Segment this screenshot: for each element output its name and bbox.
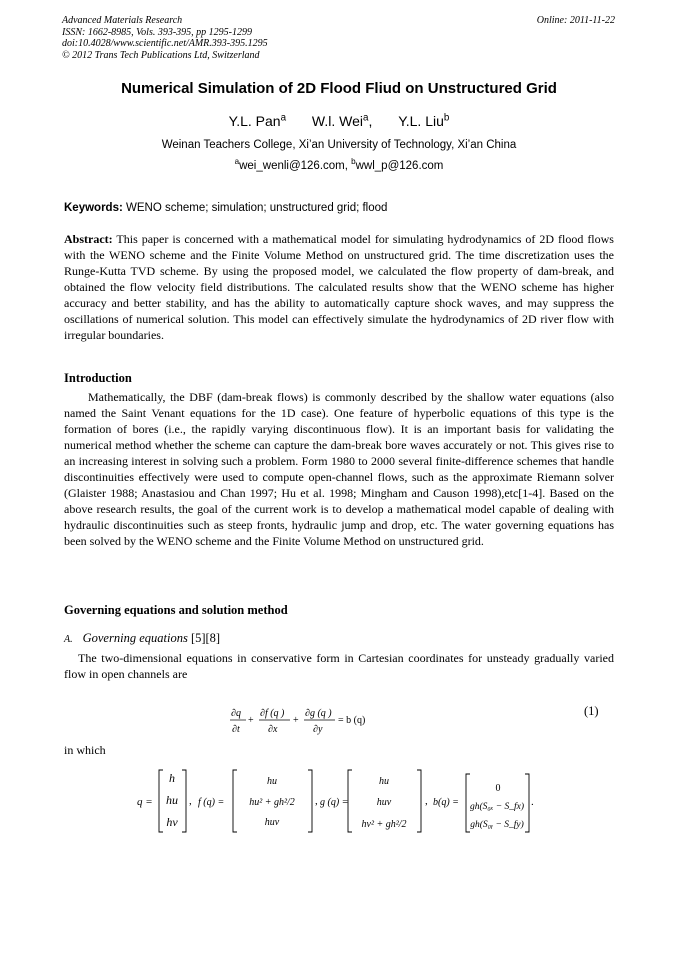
f-entry: hu (267, 776, 277, 787)
author: Y.L. Pan$^a$ (228, 112, 287, 129)
plus-sign: + (293, 715, 299, 726)
f-entry: huv (264, 817, 280, 828)
author-emails: $^a$wei_wenli@126.com, $^b$wwl_p@126.com (234, 157, 444, 172)
g-entry: hu (379, 776, 389, 787)
eq1-dfq: ∂f (q ) (260, 708, 285, 719)
governing-text: The two-dimensional equations in conservative form in Cartesian coordinates for unsteady gradually varied flow in open channels are (64, 651, 614, 681)
g-label: g (q) = (320, 797, 349, 808)
q-entry: hv (166, 815, 178, 829)
g-entry: hv² + gh²/2 (361, 819, 407, 830)
affiliation: Weinan Teachers College, Xi’an University of Technology, Xi’an China (161, 139, 517, 151)
b-entry: 0 (495, 783, 501, 794)
q-entry: hu (166, 793, 178, 807)
eq1-dq: ∂q (231, 708, 241, 719)
comma: , (425, 795, 428, 807)
g-entry: huv (376, 797, 392, 808)
abstract-label: Abstract: (64, 232, 113, 246)
section-heading-governing: Governing equations and solution method (64, 603, 288, 617)
in-which-text: in which (64, 743, 106, 757)
q-entry: h (169, 771, 175, 785)
plus-sign: + (248, 715, 254, 726)
subsection-label: A. (64, 634, 73, 645)
eq1-dy: ∂y (313, 724, 323, 735)
eq1-dt: ∂t (232, 724, 240, 735)
eq1-dgq: ∂g (q ) (305, 708, 332, 719)
f-entry: hu² + gh²/2 (249, 797, 295, 808)
introduction-text: Mathematically, the DBF (dam-break flows) is commonly described by the shallow water equations (also named the Saint Venant equations for the 1D case). One feature of hyperbolic equations of this type is the formation of bores (i.e., the rapidly varying discontinuous flow). It is an important basis for validating the numerical method whether the scheme can capture the dam-break bore waves accurately or not. This gives rise to an increasing interest in solving such a problem. Form 1980 to 2000 several finite-difference schemes that handle discontinuities effectively were used to compute open-channel flows, such as the approximate Riemann solver (Glaister 1988; Anastasiou and Chan 1997; Hu et al. 1998; Mingham and Causon 1998),etc[1-4]. Based on the above research results, the goal of the current work is to develop a mathematical model capable of dealing with hydraulic discontinuities such as steep fronts, hydraulic jump and drop, etc. The water governing equations has been solved by the WENO scheme and the Finite Volume Method on unstructured grid. (64, 390, 614, 548)
b-entry: gh(S₀ₓ − S_fx) (469, 802, 525, 812)
eq1-dx: ∂x (268, 724, 278, 735)
subsection-title: Governing equations (82, 631, 188, 645)
period: . (531, 796, 534, 808)
email-link[interactable]: wwl_p@126.com (355, 160, 444, 172)
comma: , (315, 795, 318, 807)
journal-issn: ISSN: 1662-8985, Vols. 393-395, pp 1295-1299 (62, 26, 252, 38)
q-label: q = (137, 796, 153, 808)
comma: , (189, 795, 192, 807)
equation-number: (1) (584, 704, 599, 718)
b-label: b(q) = (433, 797, 459, 808)
email-link[interactable]: wei_wenli@126.com (239, 160, 345, 172)
b-entry: gh(S₀ᵧ − S_fy) (470, 820, 524, 830)
journal-copyright: © 2012 Trans Tech Publications Ltd, Switzerland (62, 49, 260, 61)
online-date: Online: 2011-11-22 (536, 15, 615, 26)
keywords-text: WENO scheme; simulation; unstructured grid; flood (126, 202, 388, 214)
keywords-label: Keywords: (64, 202, 123, 214)
f-label: f (q) = (198, 797, 225, 808)
eq1-rhs: = b (q) (338, 715, 366, 726)
section-heading-introduction: Introduction (64, 371, 132, 385)
journal-doi: doi:10.4028/www.scientific.net/AMR.393-395.1295 (62, 38, 268, 49)
paper-title: Numerical Simulation of 2D Flood Fliud on Unstructured Grid (121, 80, 557, 97)
abstract-text: This paper is concerned with a mathematical model for simulating hydrodynamics of 2D flood flows with the WENO scheme and the Finite Volume Method on unstructured grid. The time discretization uses the Runge-Kutta TVD scheme. By using the proposed model, we calculated the flow property of dam-break, and obtained the flow velocity field distributions. The calculated results show that the WENO scheme has higher accuracy and better stability, and has the ability to automatically capture shock waves, and may suppress the oscillations of numerical solution. This model can effectively simulate the hydrodynamics of 2D river flow with irregular boundaries. (64, 232, 614, 342)
author: Y.L. Liu$^b$ (398, 112, 450, 129)
journal-name: Advanced Materials Research (62, 15, 183, 26)
author: W.l. Wei$^a$, (311, 112, 373, 129)
subsection-refs: [5][8] (187, 631, 221, 645)
